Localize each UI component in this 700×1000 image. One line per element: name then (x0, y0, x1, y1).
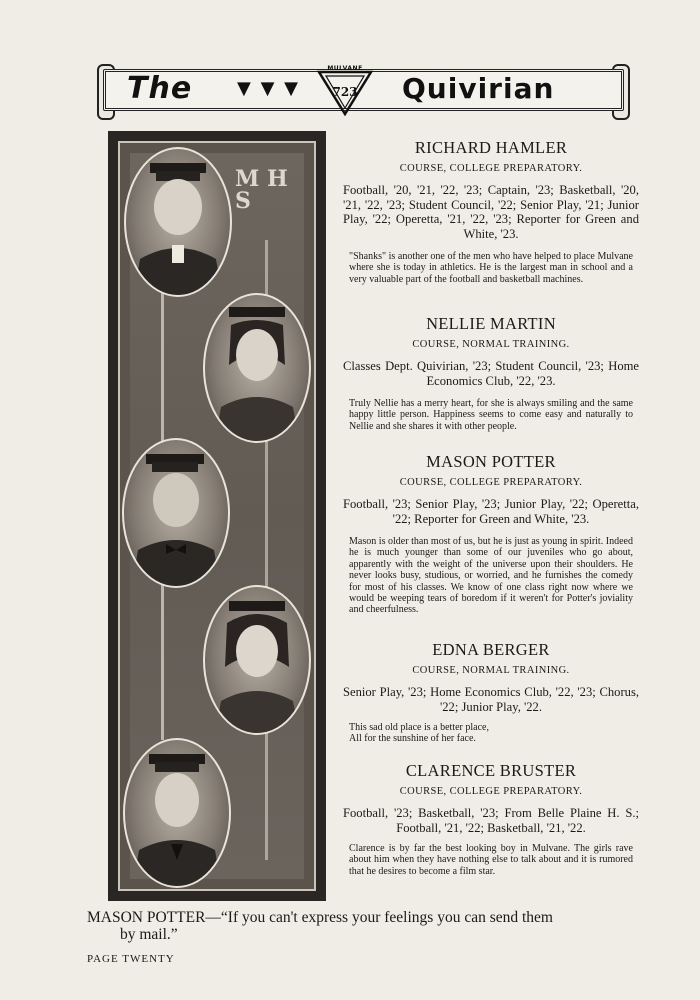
student-description: Mason is older than most of us, but he is just as young in spirit. Indeed he is much younger than some of our juveniles who go about, apparently with the weight of the universe upon their shoulders. He never looks busy, studious, or worried, and he furnishes the comedy for most of his classes. We know of one class right now where we would be weeping tears of boredom if it weren't for Potter's joviality and cheerfulness. (349, 536, 633, 616)
activities-list: Football, '23; Senior Play, '23; Junior Play, '22; Operetta, '22; Reporter for Green and White, '23. (343, 497, 639, 526)
course-line: COURSE, NORMAL TRAINING. (412, 339, 570, 350)
activities-list: Senior Play, '23; Home Economics Club, '22, '23; Chorus, '22; Junior Play, '22. (343, 685, 639, 714)
page-number: PAGE TWENTY (87, 953, 175, 965)
page-banner (97, 64, 630, 116)
portrait-mason-potter (122, 438, 230, 588)
student-description: Clarence is by far the best looking boy in Mulvane. The girls rave about him when they have nothing else to talk about and it is rumored that he desires to become a film star. (349, 843, 633, 877)
mulvane-emblem (315, 64, 375, 116)
description-line-1: This sad old place is a better place, (349, 722, 489, 733)
student-name: RICHARD HAMLER (414, 138, 568, 157)
portrait-richard-hamler (124, 147, 232, 297)
student-name: CLARENCE BRUSTER (405, 761, 577, 780)
student-name: MASON POTTER (426, 452, 556, 471)
student-description (343, 722, 639, 745)
entry-richard-hamler (343, 138, 639, 285)
activities-list: Football, '23; Basketball, '23; From Belle Plaine H. S.; Football, '21, '22; Basketball, '21, '22. (343, 806, 639, 835)
entry-nellie-martin (343, 314, 639, 432)
portrait-nellie-martin (203, 293, 311, 443)
emblem-label: MULVANE (327, 65, 363, 72)
quote-line-1: MASON POTTER—“If you can't express your feelings you can send them (87, 909, 553, 926)
mhs-monogram: M H S (235, 166, 288, 214)
featured-quote (87, 909, 647, 943)
course-line: COURSE, COLLEGE PREPARATORY. (399, 477, 583, 488)
portrait-edna-berger (203, 585, 311, 735)
course-line: COURSE, COLLEGE PREPARATORY. (399, 163, 583, 174)
student-name: EDNA BERGER (432, 640, 550, 659)
banner-word-the: The (127, 71, 193, 106)
student-name: NELLIE MARTIN (426, 314, 556, 333)
activities-list: Football, '20, '21, '22, '23; Captain, '23; Basketball, '20, '21, '22, '23; Student Council, '22; Senior Play, '21; Junior Play, '22; Operetta, '21, '22, '23; Reporter for Green and White, '23. (343, 183, 639, 241)
student-description: Truly Nellie has a merry heart, for she is always smiling and the same happy little person. Happiness seems to come easy and naturally to Nellie and she shares it with other people. (349, 398, 633, 432)
banner-word-quivirian: Quivirian (402, 72, 555, 105)
entry-clarence-bruster (343, 761, 639, 877)
course-line: COURSE, NORMAL TRAINING. (412, 665, 570, 676)
entry-mason-potter (343, 452, 639, 616)
description-line-2: All for the sunshine of her face. (349, 733, 476, 745)
arrowhead-ornaments: ▼ ▼ ▼ (237, 78, 300, 99)
quote-line-2: by mail.” (120, 926, 178, 943)
svg-text:723: 723 (332, 85, 358, 99)
portrait-clarence-bruster (123, 738, 231, 888)
activities-list: Classes Dept. Quivirian, '23; Student Council, '23; Home Economics Club, '22, '23. (343, 359, 639, 388)
student-description: "Shanks" is another one of the men who have helped to place Mulvane where she is today in athletics. He is the largest man in school and a very valuable part of the football and basketball machines. (349, 251, 633, 285)
course-line: COURSE, COLLEGE PREPARATORY. (399, 786, 583, 797)
entry-edna-berger (343, 640, 639, 745)
